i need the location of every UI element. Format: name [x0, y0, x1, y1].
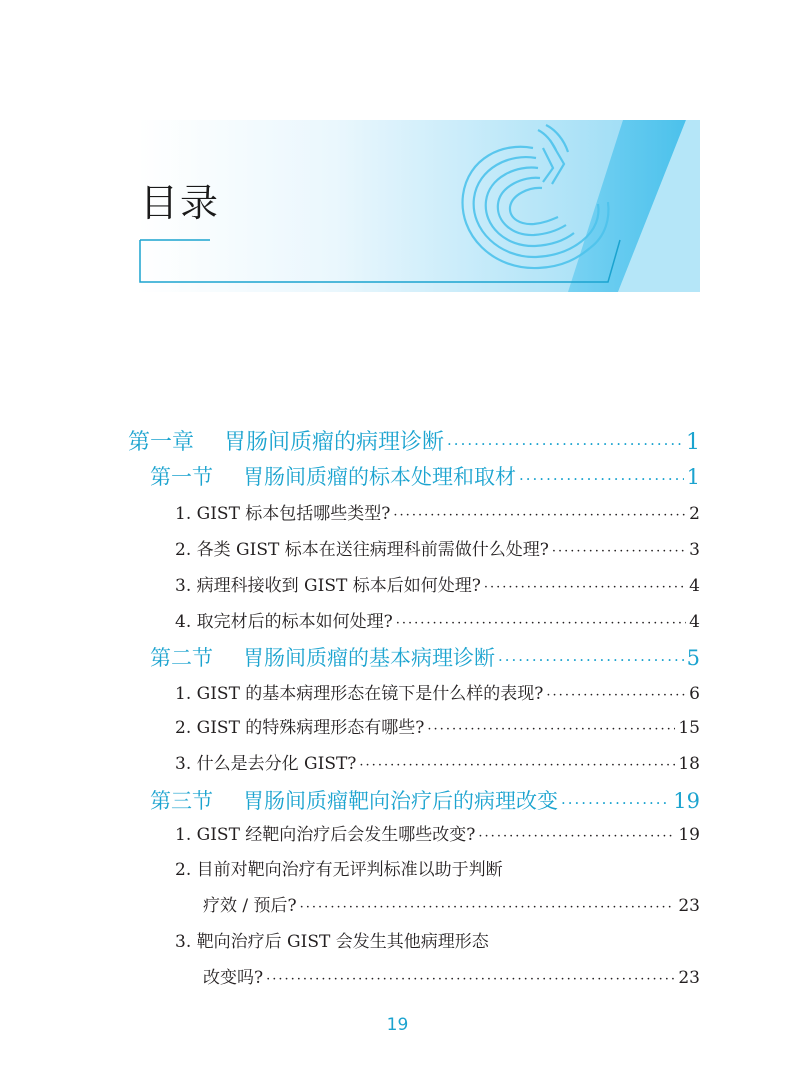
- toc-section-2[interactable]: [150, 642, 700, 672]
- toc-section-label: 第三节 胃肠间质瘤靶向治疗后的病理改变: [150, 789, 558, 813]
- toc-item-label: 改变吗?: [203, 968, 264, 988]
- toc-item-continuation[interactable]: [203, 963, 700, 988]
- toc-item[interactable]: [175, 855, 700, 880]
- page-number-footer: 19: [386, 1015, 409, 1035]
- toc-item-label: 2. GIST 的特殊病理形态有哪些?: [175, 718, 425, 738]
- toc-page-number: 5: [686, 646, 700, 670]
- toc-page-number: 23: [678, 968, 700, 988]
- toc-page-number: 4: [689, 576, 700, 596]
- toc-page-number: 2: [689, 504, 700, 524]
- toc-item[interactable]: [175, 749, 700, 774]
- toc-item-label: 疗效 / 预后?: [203, 896, 297, 916]
- leader-dots: [478, 829, 675, 844]
- leader-dots: [447, 435, 683, 453]
- leader-dots: [266, 972, 675, 987]
- toc-item[interactable]: [175, 499, 700, 524]
- toc-page-number: 6: [689, 684, 700, 704]
- leader-dots: [300, 900, 676, 915]
- toc-item[interactable]: [175, 927, 700, 952]
- page-title: 目录: [140, 181, 221, 225]
- toc-item-continuation[interactable]: [203, 891, 700, 916]
- toc-section-label: 第二节 胃肠间质瘤的基本病理诊断: [150, 646, 495, 670]
- toc-item[interactable]: [175, 679, 700, 704]
- banner-graphic: [138, 120, 700, 292]
- leader-dots: [393, 508, 686, 523]
- toc-page-number: 23: [678, 896, 700, 916]
- leader-dots: [552, 544, 686, 559]
- leader-dots: [427, 722, 675, 737]
- toc-item-label: 3. 病理科接收到 GIST 标本后如何处理?: [175, 576, 481, 596]
- toc-page-number: 3: [689, 540, 700, 560]
- toc-item[interactable]: [175, 535, 700, 560]
- toc-chapter-label: 第一章 胃肠间质瘤的病理诊断: [128, 430, 445, 455]
- toc-item[interactable]: [175, 607, 700, 632]
- leader-dots: [484, 580, 686, 595]
- leader-dots: [359, 758, 675, 773]
- toc-section-3[interactable]: [150, 785, 700, 815]
- toc-item-label: 1. GIST 标本包括哪些类型?: [175, 504, 391, 524]
- leader-dots: [498, 651, 684, 669]
- toc-chapter-1[interactable]: [128, 425, 700, 456]
- toc-page-number: 4: [689, 612, 700, 632]
- leader-dots: [561, 794, 670, 812]
- toc-section-label: 第一节 胃肠间质瘤的标本处理和取材: [150, 465, 516, 489]
- toc-item-label: 1. GIST 的基本病理形态在镜下是什么样的表现?: [175, 684, 544, 704]
- toc-item-label: 3. 什么是去分化 GIST?: [175, 754, 357, 774]
- toc-page-number: 19: [678, 825, 700, 845]
- toc-section-1[interactable]: [150, 461, 700, 491]
- toc-page-number: 15: [678, 718, 700, 738]
- toc-item[interactable]: [175, 571, 700, 596]
- toc-item[interactable]: [175, 820, 700, 845]
- toc-item[interactable]: [175, 713, 700, 738]
- toc-page-number: 1: [686, 465, 700, 489]
- toc-item-label: 3. 靶向治疗后 GIST 会发生其他病理形态: [175, 932, 489, 952]
- toc-item-label: 4. 取完材后的标本如何处理?: [175, 612, 393, 632]
- toc-banner: [138, 120, 700, 292]
- leader-dots: [546, 688, 686, 703]
- toc-page-number: 18: [678, 754, 700, 774]
- toc-item-label: 2. 各类 GIST 标本在送往病理科前需做什么处理?: [175, 540, 549, 560]
- toc-item-label: 1. GIST 经靶向治疗后会发生哪些改变?: [175, 825, 476, 845]
- toc-page-number: 19: [673, 789, 700, 813]
- toc-page-number: 1: [686, 430, 700, 455]
- toc-item-label: 2. 目前对靶向治疗有无评判标准以助于判断: [175, 860, 503, 880]
- leader-dots: [519, 470, 684, 488]
- leader-dots: [396, 616, 686, 631]
